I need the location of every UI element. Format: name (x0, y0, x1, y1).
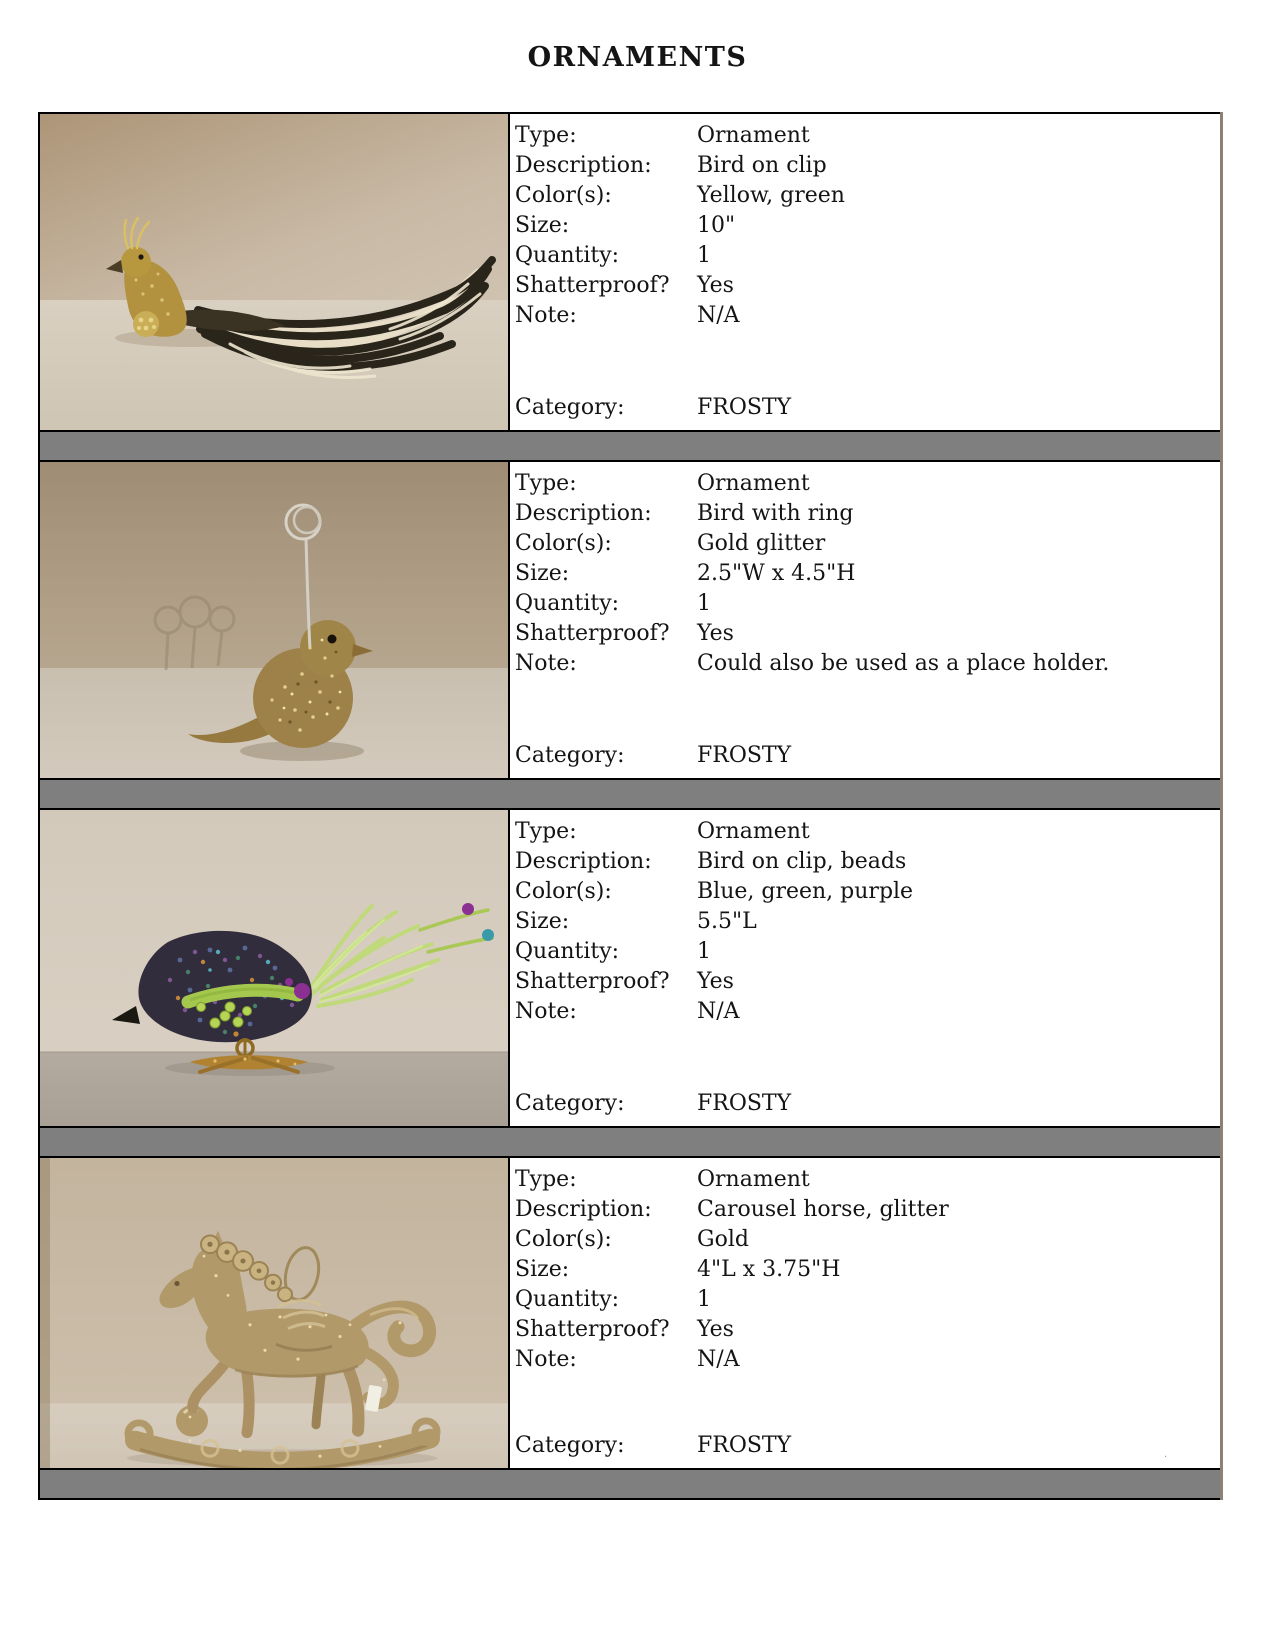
size-label: Size: (515, 561, 570, 586)
shatterproof-value: Yes (697, 273, 734, 298)
quantity-label: Quantity: (515, 243, 620, 268)
category-value: FROSTY (697, 743, 792, 768)
description-value: Bird on clip, beads (697, 849, 907, 874)
shatterproof-value: Yes (697, 621, 734, 646)
ornament-catalog-table (38, 112, 1223, 1500)
gold-feather-bird-photo (40, 114, 508, 430)
type-label: Type: (515, 819, 577, 844)
shatterproof-label: Shatterproof? (515, 621, 670, 646)
beaded-bird-clip-photo (40, 810, 508, 1126)
ornament-details-3 (510, 810, 1220, 1126)
size-value: 2.5"W x 4.5"H (697, 561, 856, 586)
colors-label: Color(s): (515, 1227, 612, 1252)
colors-label: Color(s): (515, 531, 612, 556)
colors-label: Color(s): (515, 183, 612, 208)
type-value: Ornament (697, 1167, 810, 1192)
category-label: Category: (515, 1091, 625, 1116)
type-label: Type: (515, 471, 577, 496)
size-label: Size: (515, 1257, 570, 1282)
shatterproof-value: Yes (697, 1317, 734, 1342)
note-value: N/A (697, 1347, 740, 1372)
size-label: Size: (515, 213, 570, 238)
type-value: Ornament (697, 123, 810, 148)
note-label: Note: (515, 999, 577, 1024)
category-label: Category: (515, 1433, 625, 1458)
size-value: 10" (697, 213, 736, 238)
colors-value: Gold glitter (697, 531, 826, 556)
ornament-photo-1 (40, 114, 510, 430)
glitter-bird-ring-photo (40, 462, 508, 778)
description-value: Bird with ring (697, 501, 854, 526)
type-label: Type: (515, 123, 577, 148)
ornament-details-2 (510, 462, 1220, 778)
page-title: ORNAMENTS (527, 42, 748, 73)
description-label: Description: (515, 1197, 652, 1222)
quantity-label: Quantity: (515, 1287, 620, 1312)
type-value: Ornament (697, 471, 810, 496)
shatterproof-label: Shatterproof? (515, 969, 670, 994)
description-value: Bird on clip (697, 153, 827, 178)
category-label: Category: (515, 395, 625, 420)
ornament-photo-4 (40, 1158, 510, 1468)
quantity-label: Quantity: (515, 591, 620, 616)
colors-value: Yellow, green (697, 183, 845, 208)
colors-value: Blue, green, purple (697, 879, 914, 904)
quantity-value: 1 (697, 243, 711, 268)
shatterproof-value: Yes (697, 969, 734, 994)
row-separator (38, 780, 1220, 808)
colors-value: Gold (697, 1227, 749, 1252)
ornament-photo-2 (40, 462, 510, 778)
size-value: 4"L x 3.75"H (697, 1257, 841, 1282)
row-separator (38, 432, 1220, 460)
quantity-value: 1 (697, 591, 711, 616)
shatterproof-label: Shatterproof? (515, 273, 670, 298)
description-label: Description: (515, 153, 652, 178)
size-label: Size: (515, 909, 570, 934)
type-label: Type: (515, 1167, 577, 1192)
note-label: Note: (515, 1347, 577, 1372)
ornament-details-1 (510, 114, 1220, 430)
description-label: Description: (515, 501, 652, 526)
ornament-photo-3 (40, 810, 510, 1126)
note-value: N/A (697, 999, 740, 1024)
row-separator (38, 1128, 1220, 1156)
ornament-entry-2 (38, 460, 1220, 780)
note-value: Could also be used as a place holder. (697, 651, 1110, 676)
carousel-horse-photo (40, 1158, 508, 1468)
quantity-label: Quantity: (515, 939, 620, 964)
category-value: FROSTY (697, 1091, 792, 1116)
ornament-details-4 (510, 1158, 1220, 1468)
note-label: Note: (515, 651, 577, 676)
note-value: N/A (697, 303, 740, 328)
category-label: Category: (515, 743, 625, 768)
category-value: FROSTY (697, 1433, 792, 1458)
stray-dot: . (1164, 1449, 1168, 1460)
note-label: Note: (515, 303, 577, 328)
row-separator (38, 1470, 1220, 1500)
size-value: 5.5"L (697, 909, 757, 934)
ornament-entry-1 (38, 112, 1220, 432)
ornament-entry-3 (38, 808, 1220, 1128)
category-value: FROSTY (697, 395, 792, 420)
quantity-value: 1 (697, 939, 711, 964)
description-label: Description: (515, 849, 652, 874)
quantity-value: 1 (697, 1287, 711, 1312)
shatterproof-label: Shatterproof? (515, 1317, 670, 1342)
description-value: Carousel horse, glitter (697, 1197, 949, 1222)
colors-label: Color(s): (515, 879, 612, 904)
type-value: Ornament (697, 819, 810, 844)
ornament-entry-4 (38, 1156, 1220, 1470)
